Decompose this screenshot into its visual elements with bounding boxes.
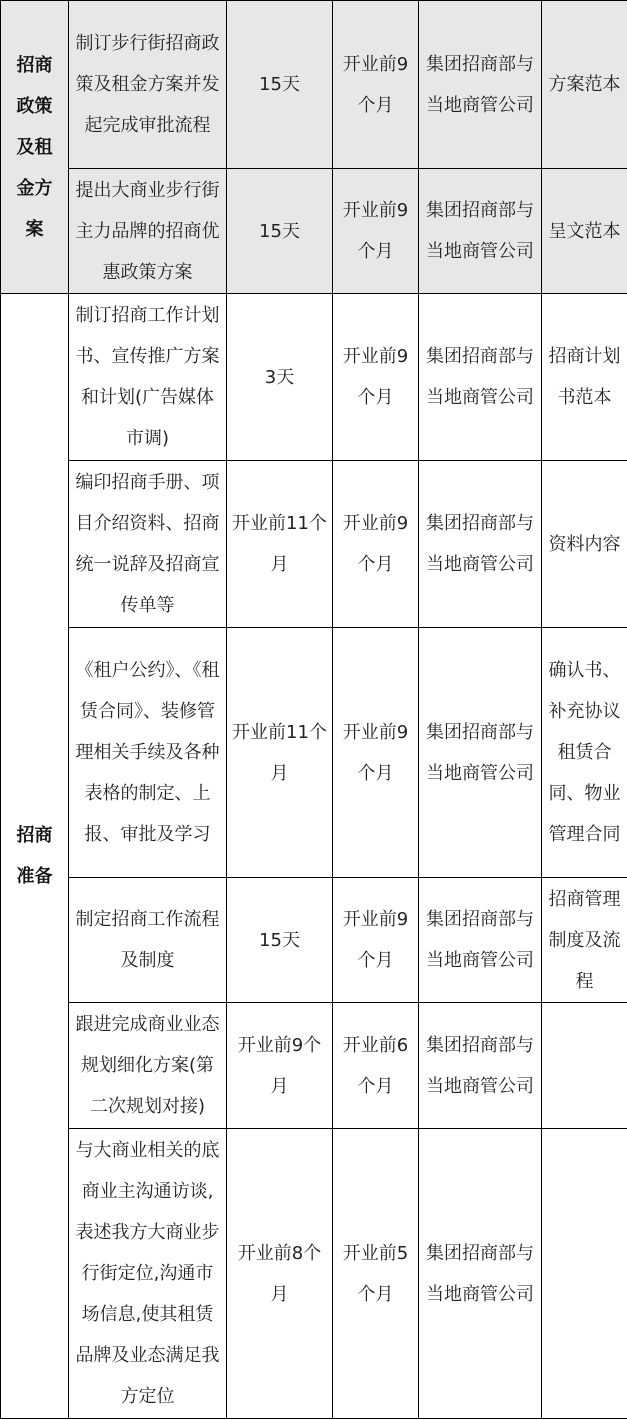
section-policy-label: 招商政策及租金方案 — [1, 1, 69, 294]
output-cell: 确认书、补充协议租赁合同、物业管理合同 — [542, 628, 627, 878]
duration-cell: 15天 — [227, 878, 333, 1003]
output-cell — [542, 1129, 627, 1419]
output-cell: 资料内容 — [542, 461, 627, 628]
deadline-cell: 开业前9个月 — [333, 294, 419, 461]
task-cell: 提出大商业步行街主力品牌的招商优惠政策方案 — [69, 169, 227, 294]
table-row — [1, 1003, 627, 1129]
owner-cell: 集团招商部与当地商管公司 — [419, 1129, 542, 1419]
deadline-cell: 开业前9个月 — [333, 461, 419, 628]
deadline-cell: 开业前9个月 — [333, 1, 419, 169]
output-cell: 呈文范本 — [542, 169, 627, 294]
output-cell — [542, 1003, 627, 1129]
owner-cell: 集团招商部与当地商管公司 — [419, 461, 542, 628]
owner-cell: 集团招商部与当地商管公司 — [419, 878, 542, 1003]
table-row — [1, 461, 627, 628]
duration-cell: 3天 — [227, 294, 333, 461]
task-cell: 跟进完成商业业态规划细化方案(第二次规划对接) — [69, 1003, 227, 1129]
duration-cell: 15天 — [227, 1, 333, 169]
deadline-cell: 开业前9个月 — [333, 169, 419, 294]
deadline-cell: 开业前5个月 — [333, 1129, 419, 1419]
duration-cell: 开业前11个月 — [227, 628, 333, 878]
table-row — [1, 1129, 627, 1419]
task-cell: 制订招商工作计划书、宣传推广方案和计划(广告媒体市调) — [69, 294, 227, 461]
task-cell: 《租户公约》、《租赁合同》、装修管理相关手续及各种表格的制定、上报、审批及学习 — [69, 628, 227, 878]
duration-cell: 开业前9个月 — [227, 1003, 333, 1129]
task-cell: 编印招商手册、项目介绍资料、招商统一说辞及招商宣传单等 — [69, 461, 227, 628]
deadline-cell: 开业前9个月 — [333, 628, 419, 878]
deadline-cell: 开业前9个月 — [333, 878, 419, 1003]
table-row — [1, 169, 627, 294]
deadline-cell: 开业前6个月 — [333, 1003, 419, 1129]
output-cell: 招商计划书范本 — [542, 294, 627, 461]
duration-cell: 开业前11个月 — [227, 461, 333, 628]
owner-cell: 集团招商部与当地商管公司 — [419, 1, 542, 169]
table-row — [1, 878, 627, 1003]
output-cell: 招商管理制度及流程 — [542, 878, 627, 1003]
task-cell: 制订步行街招商政策及租金方案并发起完成审批流程 — [69, 1, 227, 169]
table-row — [1, 628, 627, 878]
table-row — [1, 294, 627, 461]
task-cell: 与大商业相关的底商业主沟通访谈,表述我方大商业步行街定位,沟通市场信息,使其租赁品牌及业态满足我方定位 — [69, 1129, 227, 1419]
task-cell: 制定招商工作流程及制度 — [69, 878, 227, 1003]
table-row — [1, 1, 627, 169]
output-cell: 方案范本 — [542, 1, 627, 169]
duration-cell: 开业前8个月 — [227, 1129, 333, 1419]
section-prep-label: 招商准备 — [1, 294, 69, 1419]
owner-cell: 集团招商部与当地商管公司 — [419, 169, 542, 294]
duration-cell: 15天 — [227, 169, 333, 294]
owner-cell: 集团招商部与当地商管公司 — [419, 294, 542, 461]
owner-cell: 集团招商部与当地商管公司 — [419, 1003, 542, 1129]
owner-cell: 集团招商部与当地商管公司 — [419, 628, 542, 878]
